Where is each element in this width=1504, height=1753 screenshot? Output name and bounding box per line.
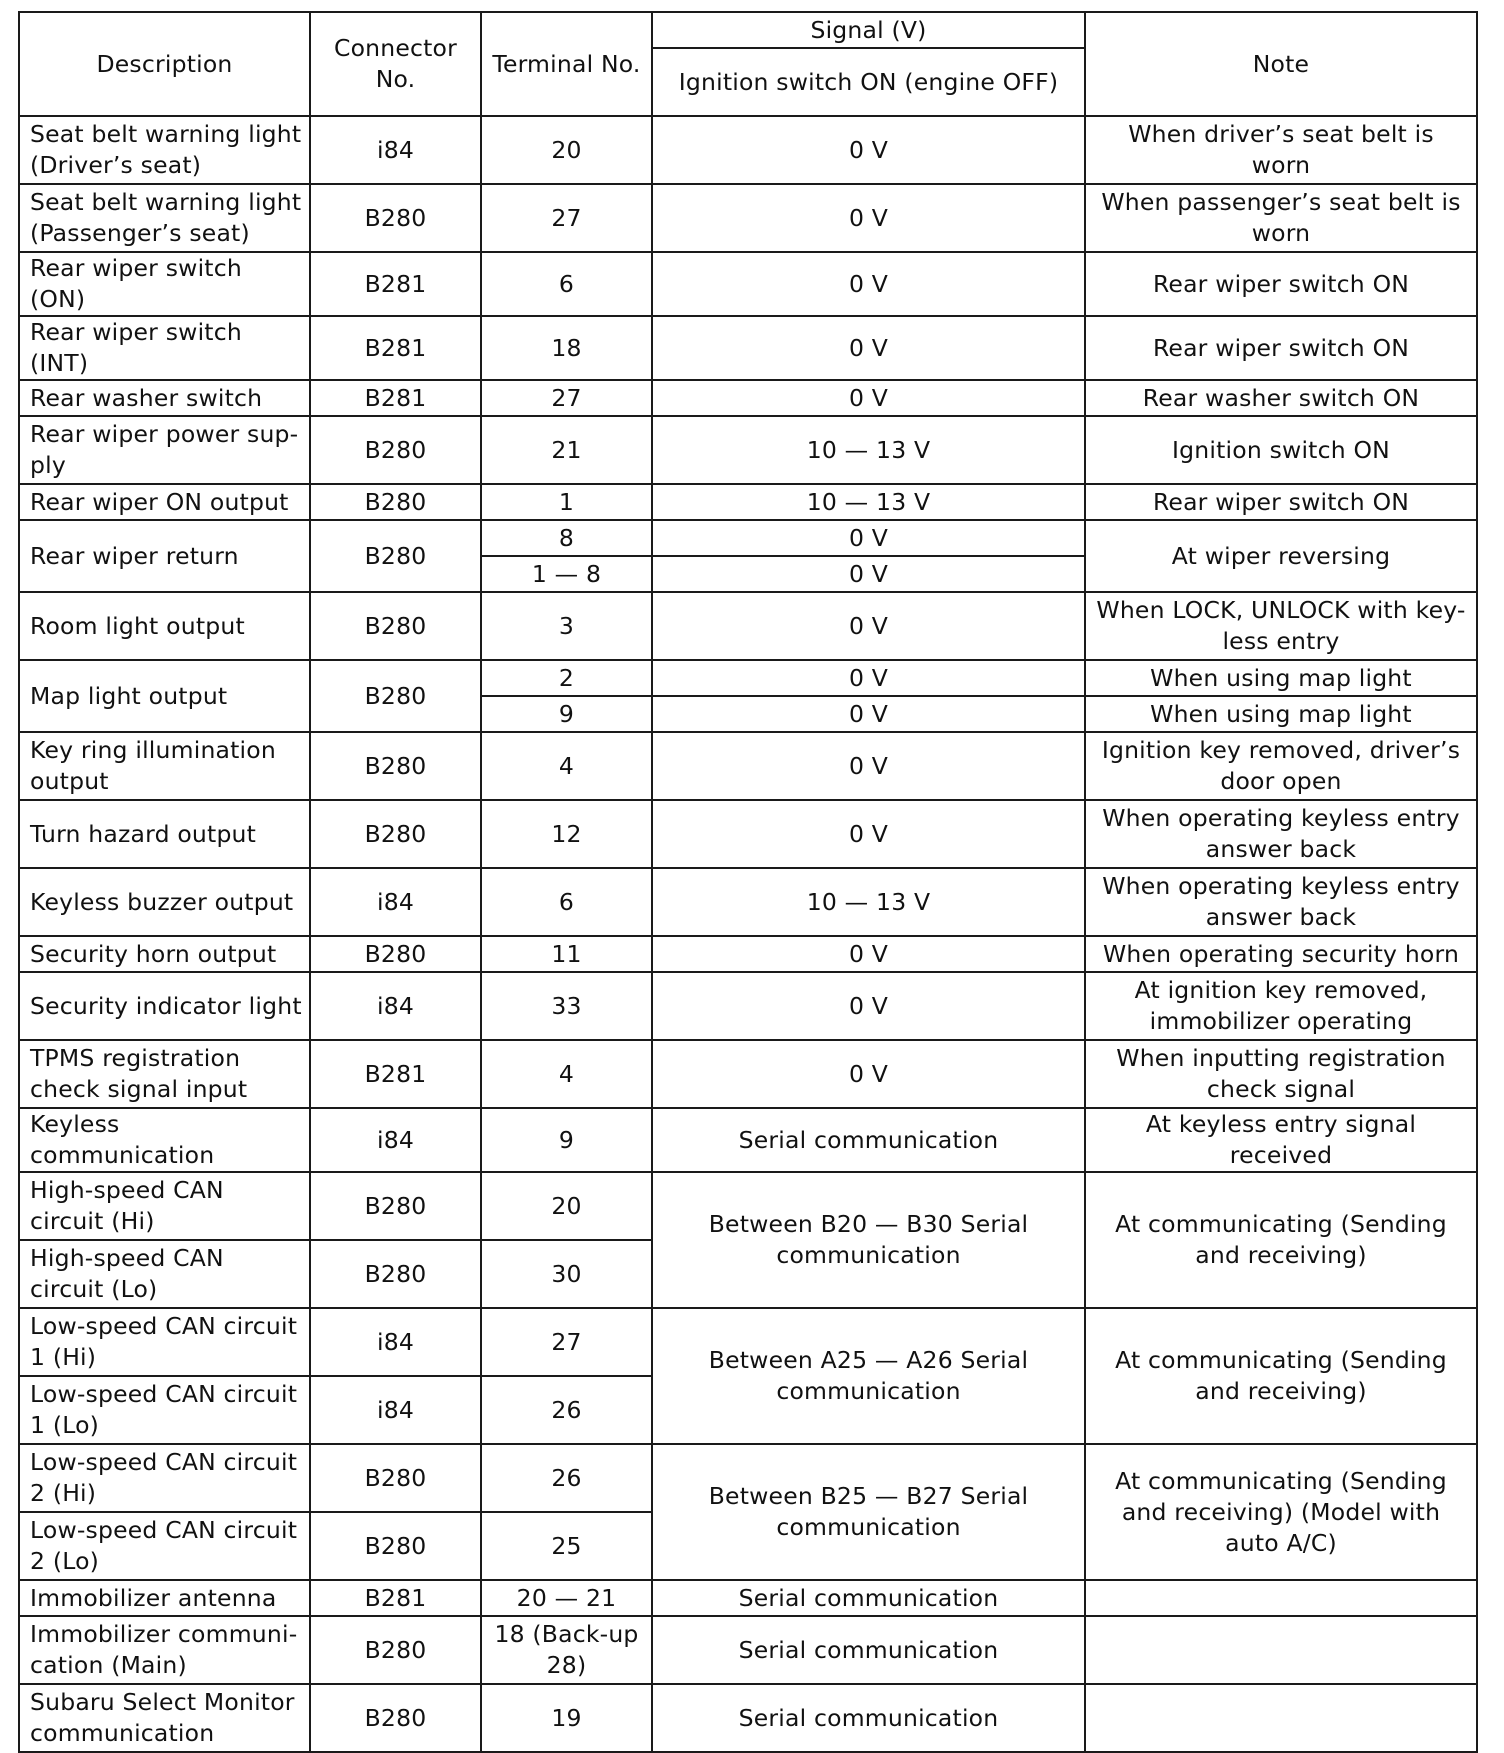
table-row: [19, 1580, 1477, 1616]
note-cell: When LOCK, UNLOCK with key-less entry: [1085, 592, 1477, 660]
terminal-cell: 12: [481, 800, 652, 868]
signal-cell: Serial communication: [652, 1616, 1085, 1684]
note-cell: At communicating (Sending and receiving): [1085, 1172, 1477, 1308]
signal-cell: 0 V: [652, 696, 1085, 732]
note-cell: At communicating (Sending and receiving) (Model with auto A/C): [1085, 1444, 1477, 1580]
signal-cell: 0 V: [652, 556, 1085, 592]
signal-cell: 0 V: [652, 936, 1085, 972]
signal-cell: 0 V: [652, 316, 1085, 380]
table-row: [19, 936, 1477, 972]
connector-cell: B280: [310, 1240, 481, 1308]
note-cell: [1085, 1616, 1477, 1684]
terminal-cell: 20 — 21: [481, 1580, 652, 1616]
note-cell: When operating keyless entry answer back: [1085, 800, 1477, 868]
terminal-cell: 18 (Back-up 28): [481, 1616, 652, 1684]
note-cell: When driver’s seat belt is worn: [1085, 116, 1477, 184]
terminal-cell: 20: [481, 116, 652, 184]
note-cell: At keyless entry signal received: [1085, 1108, 1477, 1172]
table-row: [19, 316, 1477, 380]
signal-cell: 0 V: [652, 660, 1085, 696]
terminal-cell: 19: [481, 1684, 652, 1752]
description-cell: Keyless communication: [19, 1108, 310, 1172]
header-note: Note: [1085, 12, 1477, 116]
connector-cell: B280: [310, 936, 481, 972]
page: [18, 11, 1476, 1753]
note-cell: [1085, 1580, 1477, 1616]
table-row: [19, 1616, 1477, 1684]
table-row: [19, 800, 1477, 868]
table-row: [19, 972, 1477, 1040]
description-cell: Seat belt warning light (Passenger’s seat): [19, 184, 310, 252]
connector-cell: B280: [310, 484, 481, 520]
terminal-cell: 33: [481, 972, 652, 1040]
header-connector-no: Connector No.: [310, 12, 481, 116]
connector-cell: B281: [310, 316, 481, 380]
connector-cell: B280: [310, 800, 481, 868]
description-cell: High-speed CAN circuit (Lo): [19, 1240, 310, 1308]
table-row: [19, 184, 1477, 252]
note-cell: When passenger’s seat belt is worn: [1085, 184, 1477, 252]
terminal-cell: 25: [481, 1512, 652, 1580]
table-row: [19, 1684, 1477, 1752]
signal-cell: 0 V: [652, 252, 1085, 316]
terminal-cell: 18: [481, 316, 652, 380]
note-cell: Rear wiper switch ON: [1085, 316, 1477, 380]
connector-cell: B280: [310, 1616, 481, 1684]
description-cell: Rear wiper return: [19, 520, 310, 592]
table-row: [19, 484, 1477, 520]
description-cell: Rear wiper switch (ON): [19, 252, 310, 316]
description-cell: Rear wiper switch (INT): [19, 316, 310, 380]
terminal-cell: 26: [481, 1376, 652, 1444]
signal-cell: Serial communication: [652, 1684, 1085, 1752]
note-cell: Rear wiper switch ON: [1085, 252, 1477, 316]
table-row: [19, 1040, 1477, 1108]
signal-cell: 0 V: [652, 116, 1085, 184]
connector-cell: B281: [310, 252, 481, 316]
connector-cell: B281: [310, 1580, 481, 1616]
connector-cell: B280: [310, 660, 481, 732]
table-row: [19, 868, 1477, 936]
signal-cell: Between B20 — B30 Serial communication: [652, 1172, 1085, 1308]
description-cell: Turn hazard output: [19, 800, 310, 868]
terminal-cell: 1 — 8: [481, 556, 652, 592]
terminal-cell: 8: [481, 520, 652, 556]
description-cell: Map light output: [19, 660, 310, 732]
terminal-cell: 9: [481, 1108, 652, 1172]
connector-cell: B280: [310, 592, 481, 660]
description-cell: Security indicator light: [19, 972, 310, 1040]
connector-cell: B280: [310, 416, 481, 484]
table-row: [19, 1308, 1477, 1376]
description-cell: Rear wiper power sup-ply: [19, 416, 310, 484]
table-row: [19, 116, 1477, 184]
signal-cell: Serial communication: [652, 1108, 1085, 1172]
table-row: [19, 1108, 1477, 1172]
table-row: [19, 732, 1477, 800]
header-signal: Signal (V): [652, 12, 1085, 48]
description-cell: Seat belt warning light (Driver’s seat): [19, 116, 310, 184]
description-cell: Rear washer switch: [19, 380, 310, 416]
connector-cell: B281: [310, 380, 481, 416]
description-cell: High-speed CAN circuit (Hi): [19, 1172, 310, 1240]
header-terminal-no: Terminal No.: [481, 12, 652, 116]
connector-cell: B280: [310, 1172, 481, 1240]
signal-cell: Between A25 — A26 Serial communication: [652, 1308, 1085, 1444]
note-cell: At communicating (Sending and receiving): [1085, 1308, 1477, 1444]
signal-cell: 0 V: [652, 1040, 1085, 1108]
signal-cell: 0 V: [652, 732, 1085, 800]
table-row: [19, 592, 1477, 660]
terminal-cell: 20: [481, 1172, 652, 1240]
connector-cell: i84: [310, 1376, 481, 1444]
connector-cell: B280: [310, 1512, 481, 1580]
note-cell: At ignition key removed, immobilizer operating: [1085, 972, 1477, 1040]
description-cell: Low-speed CAN circuit 2 (Hi): [19, 1444, 310, 1512]
terminal-cell: 2: [481, 660, 652, 696]
header-row: [19, 12, 1477, 48]
connector-cell: B280: [310, 1684, 481, 1752]
note-cell: [1085, 1684, 1477, 1752]
table-row: [19, 416, 1477, 484]
connector-cell: B280: [310, 1444, 481, 1512]
description-cell: TPMS registration check signal input: [19, 1040, 310, 1108]
header-description: Description: [19, 12, 310, 116]
connector-cell: i84: [310, 868, 481, 936]
table-row: [19, 380, 1477, 416]
signal-cell: 0 V: [652, 380, 1085, 416]
note-cell: Ignition switch ON: [1085, 416, 1477, 484]
connector-cell: B280: [310, 184, 481, 252]
connector-cell: i84: [310, 1308, 481, 1376]
note-cell: When operating security horn: [1085, 936, 1477, 972]
terminal-cell: 4: [481, 732, 652, 800]
header-signal-condition: Ignition switch ON (engine OFF): [652, 48, 1085, 116]
table-row: [19, 252, 1477, 316]
note-cell: When using map light: [1085, 660, 1477, 696]
terminal-cell: 21: [481, 416, 652, 484]
note-cell: Rear washer switch ON: [1085, 380, 1477, 416]
connector-cell: B280: [310, 520, 481, 592]
signal-cell: 0 V: [652, 520, 1085, 556]
note-cell: When operating keyless entry answer back: [1085, 868, 1477, 936]
note-cell: When using map light: [1085, 696, 1477, 732]
terminal-cell: 6: [481, 868, 652, 936]
terminal-cell: 3: [481, 592, 652, 660]
connector-cell: B280: [310, 732, 481, 800]
note-cell: At wiper reversing: [1085, 520, 1477, 592]
terminal-cell: 27: [481, 1308, 652, 1376]
signal-cell: 0 V: [652, 184, 1085, 252]
connector-cell: B281: [310, 1040, 481, 1108]
description-cell: Low-speed CAN circuit 1 (Hi): [19, 1308, 310, 1376]
description-cell: Immobilizer antenna: [19, 1580, 310, 1616]
description-cell: Key ring illumination output: [19, 732, 310, 800]
description-cell: Keyless buzzer output: [19, 868, 310, 936]
table-row: [19, 520, 1477, 556]
terminal-cell: 9: [481, 696, 652, 732]
signal-cell: Serial communication: [652, 1580, 1085, 1616]
signal-cell: 10 — 13 V: [652, 416, 1085, 484]
description-cell: Low-speed CAN circuit 1 (Lo): [19, 1376, 310, 1444]
terminal-cell: 27: [481, 184, 652, 252]
terminal-cell: 26: [481, 1444, 652, 1512]
connector-cell: i84: [310, 972, 481, 1040]
terminal-cell: 4: [481, 1040, 652, 1108]
signal-cell: 0 V: [652, 592, 1085, 660]
note-cell: Ignition key removed, driver’s door open: [1085, 732, 1477, 800]
note-cell: When inputting registration check signal: [1085, 1040, 1477, 1108]
table-row: [19, 660, 1477, 696]
table-row: [19, 1444, 1477, 1512]
terminal-spec-table: [18, 11, 1478, 1753]
terminal-cell: 30: [481, 1240, 652, 1308]
description-cell: Subaru Select Monitor communication: [19, 1684, 310, 1752]
terminal-cell: 11: [481, 936, 652, 972]
terminal-cell: 27: [481, 380, 652, 416]
connector-cell: i84: [310, 116, 481, 184]
description-cell: Low-speed CAN circuit 2 (Lo): [19, 1512, 310, 1580]
connector-cell: i84: [310, 1108, 481, 1172]
signal-cell: 0 V: [652, 972, 1085, 1040]
signal-cell: 10 — 13 V: [652, 868, 1085, 936]
table-row: [19, 1172, 1477, 1240]
signal-cell: 0 V: [652, 800, 1085, 868]
terminal-cell: 1: [481, 484, 652, 520]
description-cell: Security horn output: [19, 936, 310, 972]
terminal-cell: 6: [481, 252, 652, 316]
note-cell: Rear wiper switch ON: [1085, 484, 1477, 520]
description-cell: Room light output: [19, 592, 310, 660]
signal-cell: 10 — 13 V: [652, 484, 1085, 520]
signal-cell: Between B25 — B27 Serial communication: [652, 1444, 1085, 1580]
description-cell: Rear wiper ON output: [19, 484, 310, 520]
description-cell: Immobilizer communi-cation (Main): [19, 1616, 310, 1684]
